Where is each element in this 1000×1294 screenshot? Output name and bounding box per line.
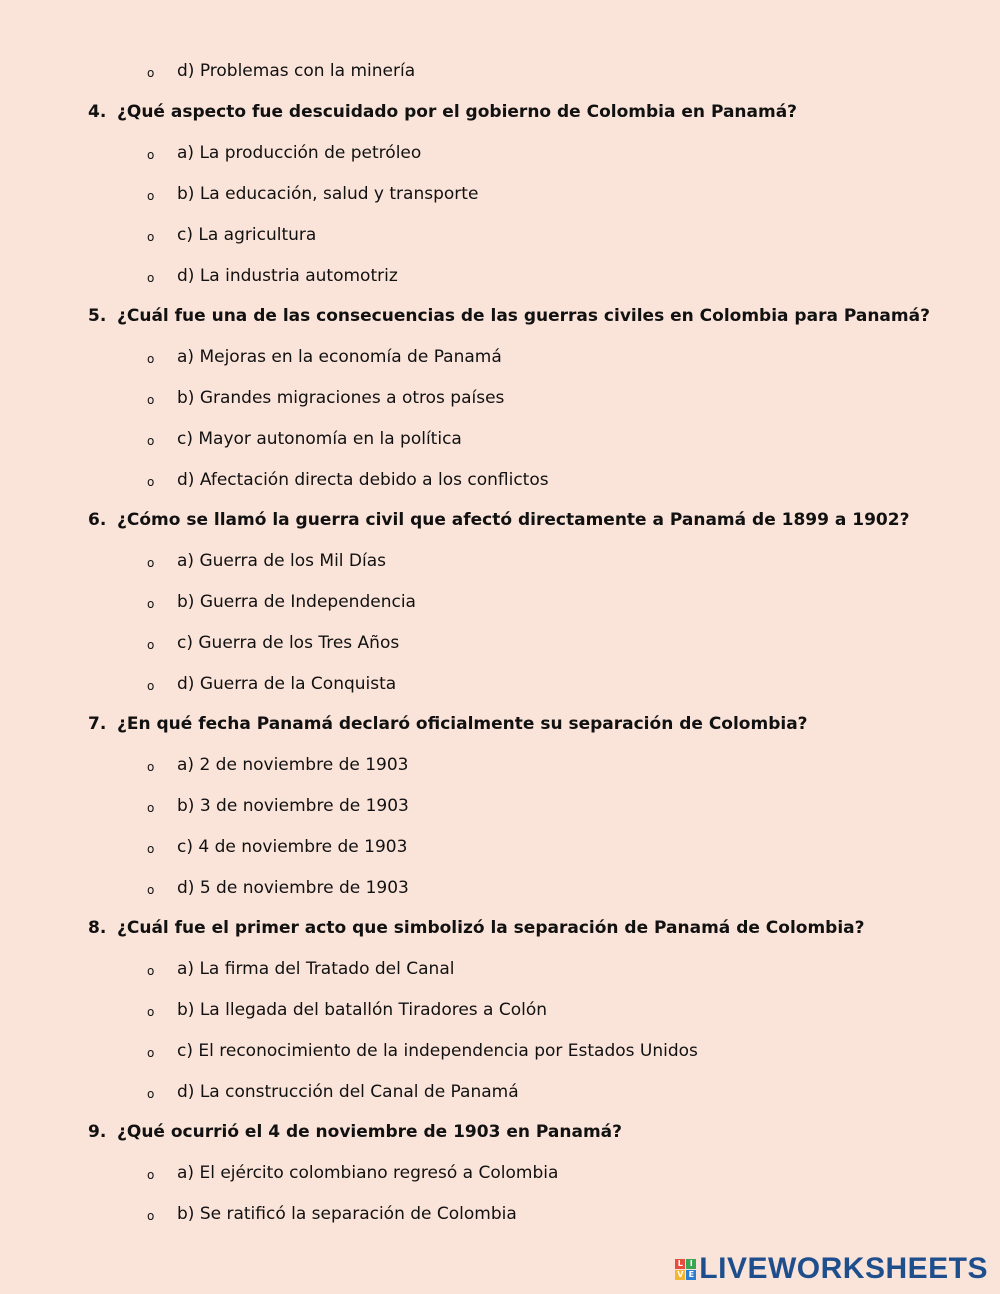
- option-9a[interactable]: [147, 1162, 558, 1184]
- option-7a[interactable]: [147, 754, 409, 776]
- option-7d[interactable]: [147, 877, 409, 899]
- liveworksheets-logo-icon: [675, 1259, 696, 1280]
- option-5a[interactable]: [147, 346, 502, 368]
- bullet-icon: o: [147, 842, 155, 856]
- question-number: 8.: [88, 918, 107, 938]
- bullet-icon: o: [147, 271, 155, 285]
- option-4b[interactable]: [147, 183, 478, 205]
- question-7: [88, 713, 808, 735]
- option-text: d) Problemas con la minería: [177, 61, 416, 81]
- option-text: a) El ejército colombiano regresó a Colombia: [177, 1163, 559, 1183]
- question-text: ¿Qué aspecto fue descuidado por el gobierno de Colombia en Panamá?: [117, 102, 798, 122]
- question-text: ¿En qué fecha Panamá declaró oficialmente su separación de Colombia?: [117, 714, 808, 734]
- question-5: [88, 305, 930, 327]
- bullet-icon: o: [147, 760, 155, 774]
- option-4c[interactable]: [147, 224, 316, 246]
- question-number: 4.: [88, 102, 107, 122]
- bullet-icon: o: [147, 1087, 155, 1101]
- logo-tile: L: [675, 1259, 685, 1269]
- option-text: a) La firma del Tratado del Canal: [177, 959, 455, 979]
- question-text: ¿Cuál fue el primer acto que simbolizó la separación de Panamá de Colombia?: [117, 918, 865, 938]
- option-6c[interactable]: [147, 632, 399, 654]
- bullet-icon: o: [147, 1168, 155, 1182]
- bullet-icon: o: [147, 883, 155, 897]
- option-5d[interactable]: [147, 469, 549, 491]
- bullet-icon: o: [147, 679, 155, 693]
- bullet-icon: o: [147, 393, 155, 407]
- logo-tile: I: [686, 1259, 696, 1269]
- option-text: d) Afectación directa debido a los conflictos: [177, 470, 549, 490]
- option-text: a) Guerra de los Mil Días: [177, 551, 387, 571]
- question-4: [88, 101, 797, 123]
- question-number: 6.: [88, 510, 107, 530]
- option-6b[interactable]: [147, 591, 416, 613]
- bullet-icon: o: [147, 1209, 155, 1223]
- option-9b[interactable]: [147, 1203, 517, 1225]
- option-text: c) Mayor autonomía en la política: [177, 429, 462, 449]
- bullet-icon: o: [147, 189, 155, 203]
- option-text: c) El reconocimiento de la independencia por Estados Unidos: [177, 1041, 698, 1061]
- question-9: [88, 1121, 622, 1143]
- option-4a[interactable]: [147, 142, 421, 164]
- option-3d[interactable]: [147, 60, 415, 82]
- logo-tile: V: [677, 1269, 684, 1279]
- question-6: [88, 509, 909, 531]
- option-5c[interactable]: [147, 428, 462, 450]
- question-number: 7.: [88, 714, 107, 734]
- option-text: b) La educación, salud y transporte: [177, 184, 479, 204]
- option-text: d) Guerra de la Conquista: [177, 674, 397, 694]
- bullet-icon: o: [147, 1005, 155, 1019]
- bullet-icon: o: [147, 597, 155, 611]
- liveworksheets-brand: [675, 1252, 988, 1286]
- option-text: a) La producción de petróleo: [177, 143, 422, 163]
- brand-text: LIVEWORKSHEETS: [699, 1252, 988, 1285]
- bullet-icon: o: [147, 66, 155, 80]
- logo-tile: E: [686, 1270, 696, 1280]
- option-text: b) 3 de noviembre de 1903: [177, 796, 409, 816]
- option-6a[interactable]: [147, 550, 386, 572]
- option-6d[interactable]: [147, 673, 396, 695]
- option-7c[interactable]: [147, 836, 407, 858]
- option-text: a) Mejoras en la economía de Panamá: [177, 347, 502, 367]
- question-text: ¿Qué ocurrió el 4 de noviembre de 1903 en Panamá?: [117, 1122, 622, 1142]
- option-8b[interactable]: [147, 999, 547, 1021]
- bullet-icon: o: [147, 964, 155, 978]
- bullet-icon: o: [147, 1046, 155, 1060]
- bullet-icon: o: [147, 352, 155, 366]
- option-text: c) 4 de noviembre de 1903: [177, 837, 408, 857]
- option-8a[interactable]: [147, 958, 454, 980]
- option-text: c) Guerra de los Tres Años: [177, 633, 400, 653]
- question-number: 5.: [88, 306, 107, 326]
- bullet-icon: o: [147, 230, 155, 244]
- option-text: d) La construcción del Canal de Panamá: [177, 1082, 519, 1102]
- option-8d[interactable]: [147, 1081, 519, 1103]
- question-number: 9.: [88, 1122, 107, 1142]
- bullet-icon: o: [147, 148, 155, 162]
- option-text: b) Guerra de Independencia: [177, 592, 416, 612]
- bullet-icon: o: [147, 801, 155, 815]
- option-text: b) Se ratificó la separación de Colombia: [177, 1204, 517, 1224]
- option-5b[interactable]: [147, 387, 504, 409]
- option-8c[interactable]: [147, 1040, 698, 1062]
- option-text: d) La industria automotriz: [177, 266, 398, 286]
- option-text: d) 5 de noviembre de 1903: [177, 878, 409, 898]
- bullet-icon: o: [147, 475, 155, 489]
- question-text: ¿Cómo se llamó la guerra civil que afectó directamente a Panamá de 1899 a 1902?: [117, 510, 910, 530]
- question-8: [88, 917, 865, 939]
- option-text: a) 2 de noviembre de 1903: [177, 755, 409, 775]
- question-text: ¿Cuál fue una de las consecuencias de las guerras civiles en Colombia para Panamá?: [117, 306, 930, 326]
- option-text: b) Grandes migraciones a otros países: [177, 388, 505, 408]
- option-7b[interactable]: [147, 795, 409, 817]
- bullet-icon: o: [147, 638, 155, 652]
- option-4d[interactable]: [147, 265, 398, 287]
- bullet-icon: o: [147, 434, 155, 448]
- option-text: b) La llegada del batallón Tiradores a Colón: [177, 1000, 548, 1020]
- option-text: c) La agricultura: [177, 225, 317, 245]
- bullet-icon: o: [147, 556, 155, 570]
